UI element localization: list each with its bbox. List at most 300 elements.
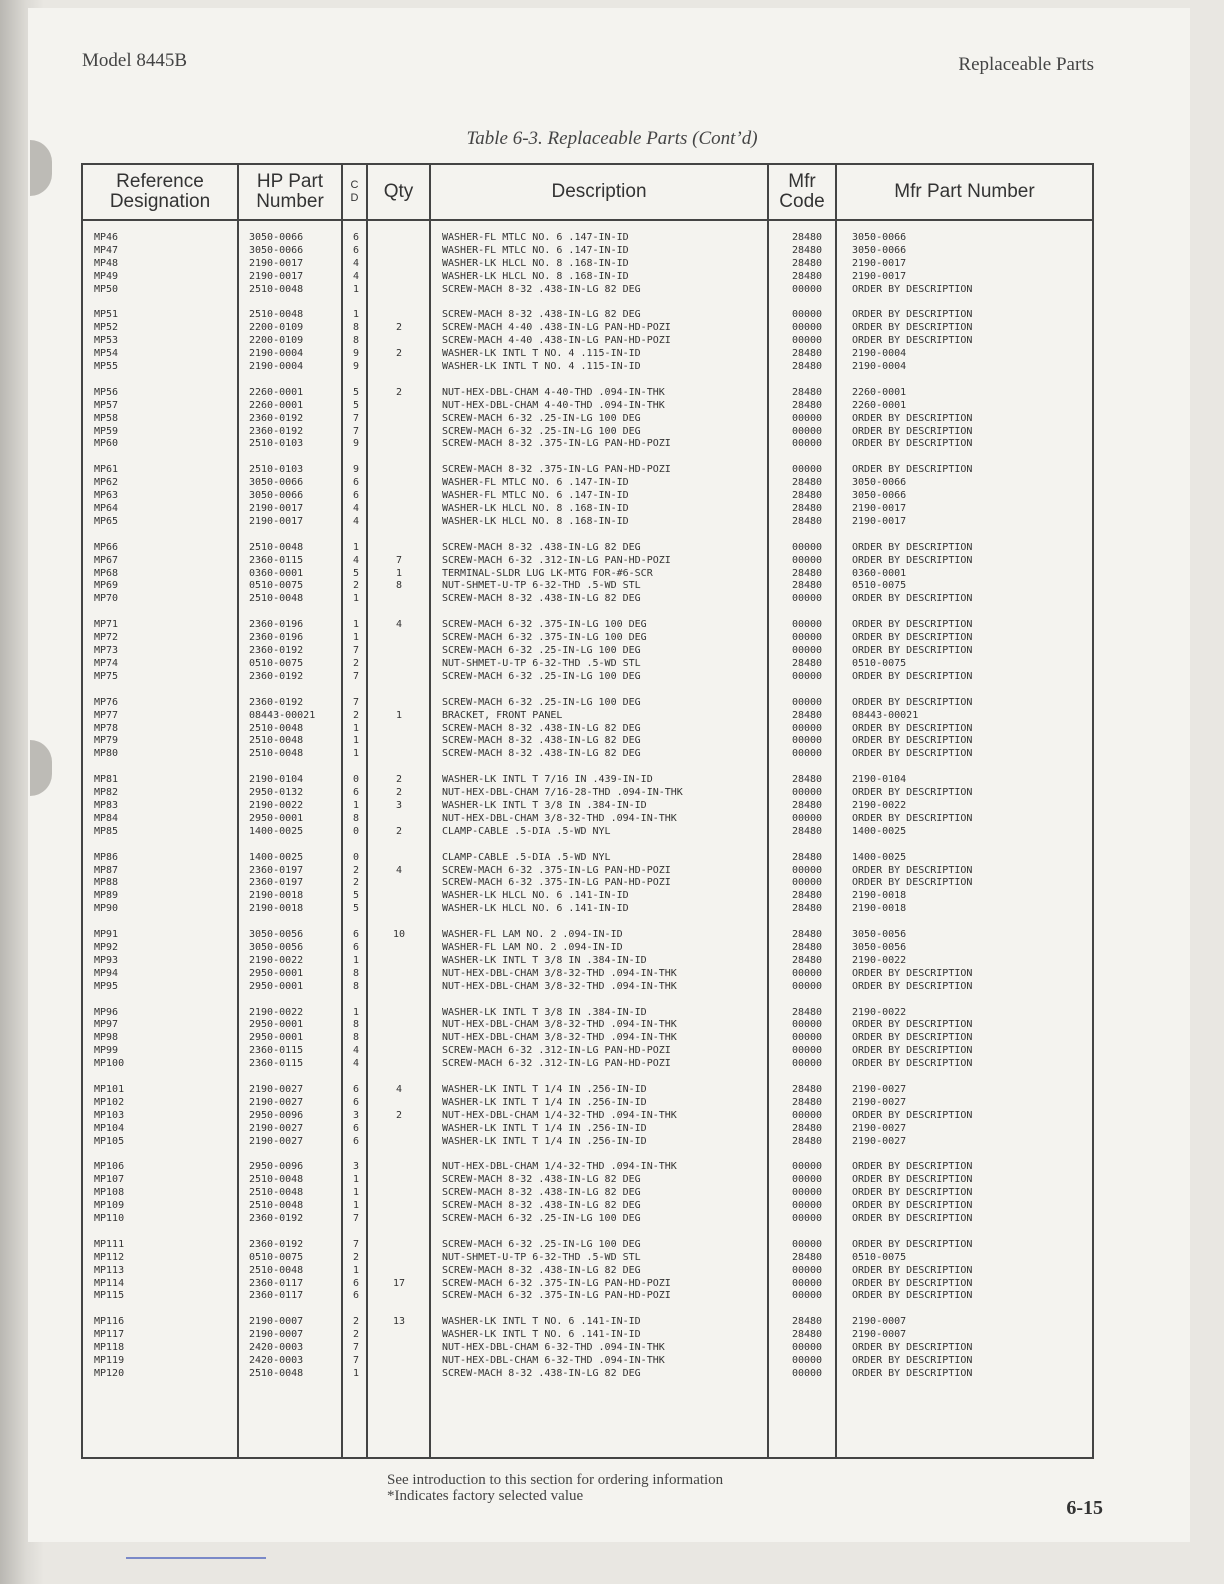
description: CLAMP-CABLE .5-DIA .5-WD NYL <box>442 851 611 863</box>
hp-part-number: 2190-0022 <box>249 799 304 811</box>
mfr-code: 00000 <box>791 967 823 979</box>
description: SCREW-MACH 6-32 .375-IN-LG 100 DEG <box>442 632 647 644</box>
hp-part-number: 2360-0197 <box>249 877 304 889</box>
reference-designation: MP108 <box>94 1187 125 1199</box>
hp-part-number: 2360-0192 <box>249 425 304 437</box>
reference-designation: MP46 <box>94 232 119 243</box>
hp-part-number: 2510-0048 <box>249 1264 304 1276</box>
mfr-code: 00000 <box>791 1187 823 1199</box>
mfr-part-number: 2190-0007 <box>852 1316 907 1328</box>
reference-designation: MP59 <box>94 425 119 437</box>
description: WASHER-LK HLCL NO. 6 .141-IN-ID <box>442 890 629 902</box>
cd-digit: 8 <box>352 967 360 979</box>
mfr-code: 00000 <box>791 748 823 760</box>
description: SCREW-MACH 8-32 .438-IN-LG 82 DEG <box>442 1367 641 1379</box>
cd-digit: 1 <box>352 309 360 321</box>
mfr-part-number: 2190-0017 <box>852 503 907 515</box>
table-row <box>83 1277 1092 1290</box>
cd-digit: 4 <box>352 515 360 527</box>
description: SCREW-MACH 8-32 .438-IN-LG 82 DEG <box>442 541 641 553</box>
cd-digit: 6 <box>352 232 360 243</box>
reference-designation: MP90 <box>94 903 119 915</box>
mfr-part-number: ORDER BY DESCRIPTION <box>852 1019 973 1031</box>
column-header-description: Description <box>551 181 647 202</box>
cd-digit: 6 <box>352 1277 360 1289</box>
cd-digit: 9 <box>352 348 360 360</box>
mfr-code: 28480 <box>791 1329 823 1341</box>
mfr-part-number: 0510-0075 <box>852 657 907 669</box>
mfr-code: 28480 <box>791 361 823 373</box>
reference-designation: MP94 <box>94 967 119 979</box>
cd-digit: 1 <box>352 1200 360 1212</box>
reference-designation: MP49 <box>94 270 119 282</box>
mfr-code: 00000 <box>791 980 823 992</box>
cd-digit: 1 <box>352 722 360 734</box>
table-row <box>83 1173 1092 1186</box>
description: WASHER-FL MTLC NO. 6 .147-IN-ID <box>442 477 629 489</box>
table-row <box>83 592 1092 605</box>
mfr-part-number: 1400-0025 <box>852 851 907 863</box>
reference-designation: MP107 <box>94 1174 125 1186</box>
cd-digit: 4 <box>352 1058 360 1070</box>
hp-part-number: 2950-0001 <box>249 1019 304 1031</box>
cd-digit: 6 <box>352 1083 360 1095</box>
mfr-part-number: ORDER BY DESCRIPTION <box>852 335 973 347</box>
hp-part-number: 2510-0048 <box>249 593 304 605</box>
cd-digit: 9 <box>352 464 360 476</box>
reference-designation: MP112 <box>94 1251 125 1263</box>
table-row <box>83 812 1092 825</box>
mfr-part-number: ORDER BY DESCRIPTION <box>852 864 973 876</box>
mfr-part-number: ORDER BY DESCRIPTION <box>852 632 973 644</box>
hp-part-number: 2510-0048 <box>249 748 304 760</box>
description: NUT-HEX-DBL-CHAM 3/8-32-THD .094-IN-THK <box>442 1019 677 1031</box>
reference-designation: MP110 <box>94 1213 125 1224</box>
hp-part-number: 3050-0066 <box>249 244 304 256</box>
description: SCREW-MACH 6-32 .375-IN-LG PAN-HD-POZI <box>442 864 671 876</box>
mfr-part-number: 3050-0066 <box>852 244 907 256</box>
quantity: 1 <box>395 567 403 579</box>
reference-designation: MP76 <box>94 696 119 708</box>
mfr-code: 00000 <box>791 877 823 889</box>
reference-designation: MP91 <box>94 929 119 941</box>
table-row <box>83 747 1092 760</box>
table-row <box>83 489 1092 502</box>
reference-designation: MP80 <box>94 748 119 760</box>
description: SCREW-MACH 6-32 .312-IN-LG PAN-HD-POZI <box>442 554 671 566</box>
reference-designation: MP120 <box>94 1367 125 1379</box>
cd-digit: 2 <box>352 864 360 876</box>
cd-digit: 8 <box>352 322 360 334</box>
header-divider <box>83 219 1092 221</box>
mfr-code: 28480 <box>791 851 823 863</box>
mfr-code: 00000 <box>791 593 823 605</box>
footnote-ordering: See introduction to this section for ordering information <box>387 1472 724 1488</box>
table-row <box>83 1199 1092 1212</box>
table-row <box>83 864 1092 877</box>
table-row <box>83 1109 1092 1122</box>
hp-part-number: 3050-0066 <box>249 477 304 489</box>
table-row <box>83 244 1092 257</box>
description: SCREW-MACH 8-32 .438-IN-LG 82 DEG <box>442 735 641 747</box>
mfr-code: 00000 <box>791 722 823 734</box>
mfr-code: 28480 <box>791 774 823 786</box>
mfr-part-number: ORDER BY DESCRIPTION <box>852 1058 973 1070</box>
reference-designation: MP67 <box>94 554 119 566</box>
mfr-part-number: ORDER BY DESCRIPTION <box>852 1290 973 1302</box>
reference-designation: MP89 <box>94 890 119 902</box>
description: NUT-HEX-DBL-CHAM 4-40-THD .094-IN-THK <box>442 386 665 398</box>
cd-digit: 8 <box>352 980 360 992</box>
mfr-code: 28480 <box>791 490 823 502</box>
footnote-factory-selected: *Indicates factory selected value <box>387 1488 584 1504</box>
reference-designation: MP69 <box>94 580 119 592</box>
hp-part-number: 2360-0117 <box>249 1290 304 1302</box>
reference-designation: MP114 <box>94 1277 125 1289</box>
hp-part-number: 2360-0192 <box>249 1238 304 1250</box>
hp-part-number: 2510-0048 <box>249 1174 304 1186</box>
table-row <box>83 515 1092 528</box>
description: NUT-HEX-DBL-CHAM 6-32-THD .094-IN-THK <box>442 1355 665 1367</box>
table-row <box>83 954 1092 967</box>
mfr-code: 00000 <box>791 309 823 321</box>
quantity: 2 <box>395 386 403 398</box>
mfr-code: 00000 <box>791 1174 823 1186</box>
description: NUT-SHMET-U-TP 6-32-THD .5-WD STL <box>442 657 641 669</box>
mfr-part-number: ORDER BY DESCRIPTION <box>852 1277 973 1289</box>
table-row <box>83 1186 1092 1199</box>
cd-digit: 8 <box>352 1032 360 1044</box>
description: SCREW-MACH 8-32 .438-IN-LG 82 DEG <box>442 1200 641 1212</box>
mfr-code: 28480 <box>791 1122 823 1134</box>
description: WASHER-LK HLCL NO. 8 .168-IN-ID <box>442 515 629 527</box>
mfr-part-number: 2190-0004 <box>852 361 907 373</box>
table-row <box>83 463 1092 476</box>
mfr-part-number: ORDER BY DESCRIPTION <box>852 1109 973 1121</box>
description: NUT-HEX-DBL-CHAM 7/16-28-THD .094-IN-THK <box>442 787 683 799</box>
cd-digit: 2 <box>352 657 360 669</box>
table-row <box>83 567 1092 580</box>
quantity: 8 <box>395 580 403 592</box>
table-body <box>83 231 1092 1380</box>
cd-digit: 1 <box>352 799 360 811</box>
hp-part-number: 2510-0048 <box>249 541 304 553</box>
mfr-part-number: ORDER BY DESCRIPTION <box>852 541 973 553</box>
mfr-part-number: ORDER BY DESCRIPTION <box>852 1032 973 1044</box>
hp-part-number: 2360-0115 <box>249 554 304 566</box>
reference-designation: MP117 <box>94 1329 125 1341</box>
reference-designation: MP81 <box>94 774 119 786</box>
table-row <box>83 670 1092 683</box>
table-row <box>83 1341 1092 1354</box>
cd-digit: 6 <box>352 1290 360 1302</box>
description: TERMINAL-SLDR LUG LK-MTG FOR-#6-SCR <box>442 567 653 579</box>
reference-designation: MP86 <box>94 851 119 863</box>
mfr-part-number: 2190-0018 <box>852 903 907 915</box>
hp-part-number: 2190-0007 <box>249 1316 304 1328</box>
mfr-code: 00000 <box>791 1109 823 1121</box>
hp-part-number: 2190-0017 <box>249 515 304 527</box>
mfr-code: 00000 <box>791 696 823 708</box>
page-number: 6-15 <box>1066 1497 1103 1519</box>
table-row <box>83 1315 1092 1328</box>
description: WASHER-LK INTL T 1/4 IN .256-IN-ID <box>442 1083 647 1095</box>
description: NUT-SHMET-U-TP 6-32-THD .5-WD STL <box>442 580 641 592</box>
table-row <box>83 502 1092 515</box>
mfr-code: 00000 <box>791 735 823 747</box>
description: SCREW-MACH 6-32 .25-IN-LG 100 DEG <box>442 1238 641 1250</box>
description: WASHER-LK INTL T NO. 6 .141-IN-ID <box>442 1316 641 1328</box>
cd-digit: 0 <box>352 825 360 837</box>
description: SCREW-MACH 8-32 .438-IN-LG 82 DEG <box>442 1264 641 1276</box>
mfr-part-number: 2190-0022 <box>852 954 907 966</box>
description: SCREW-MACH 8-32 .438-IN-LG 82 DEG <box>442 309 641 321</box>
mfr-part-number: 2190-0104 <box>852 774 907 786</box>
hp-part-number: 2510-0048 <box>249 722 304 734</box>
mfr-part-number: 3050-0056 <box>852 941 907 953</box>
description: WASHER-LK INTL T 1/4 IN .256-IN-ID <box>442 1135 647 1147</box>
mfr-part-number: ORDER BY DESCRIPTION <box>852 1342 973 1354</box>
description: SCREW-MACH 8-32 .438-IN-LG 82 DEG <box>442 1174 641 1186</box>
description: WASHER-FL MTLC NO. 6 .147-IN-ID <box>442 490 629 502</box>
quantity: 2 <box>395 774 403 786</box>
mfr-part-number: ORDER BY DESCRIPTION <box>852 593 973 605</box>
table-row <box>83 1251 1092 1264</box>
reference-designation: MP83 <box>94 799 119 811</box>
mfr-code: 28480 <box>791 503 823 515</box>
mfr-code: 00000 <box>791 812 823 824</box>
mfr-part-number: 2190-0027 <box>852 1096 907 1108</box>
description: WASHER-LK INTL T 3/8 IN .384-IN-ID <box>442 1006 647 1018</box>
table-row <box>83 1238 1092 1251</box>
hp-part-number: 3050-0066 <box>249 490 304 502</box>
cd-digit: 7 <box>352 1213 360 1224</box>
table-row <box>83 437 1092 450</box>
mfr-code: 00000 <box>791 1032 823 1044</box>
cd-digit: 8 <box>352 812 360 824</box>
mfr-code: 28480 <box>791 709 823 721</box>
cd-digit: 7 <box>352 1238 360 1250</box>
reference-designation: MP62 <box>94 477 119 489</box>
hp-part-number: 2360-0115 <box>249 1058 304 1070</box>
hp-part-number: 2360-0196 <box>249 632 304 644</box>
cd-digit: 1 <box>352 541 360 553</box>
table-row <box>83 231 1092 244</box>
quantity: 4 <box>395 619 403 631</box>
mfr-code: 00000 <box>791 425 823 437</box>
table-row <box>83 734 1092 747</box>
hp-part-number: 2360-0192 <box>249 412 304 424</box>
table-row <box>83 1160 1092 1173</box>
mfr-part-number: ORDER BY DESCRIPTION <box>852 283 973 295</box>
table-row <box>83 1031 1092 1044</box>
table-row <box>83 889 1092 902</box>
cd-digit: 7 <box>352 696 360 708</box>
hp-part-number: 0360-0001 <box>249 567 304 579</box>
header-model: Model 8445B <box>82 50 188 71</box>
cd-digit: 7 <box>352 645 360 657</box>
cd-digit: 6 <box>352 929 360 941</box>
table-row <box>83 1083 1092 1096</box>
mfr-part-number: 3050-0066 <box>852 232 907 243</box>
reference-designation: MP61 <box>94 464 119 476</box>
description: SCREW-MACH 6-32 .312-IN-LG PAN-HD-POZI <box>442 1058 671 1070</box>
mfr-code: 28480 <box>791 477 823 489</box>
column-header-reference: Reference Designation <box>109 171 211 212</box>
cd-digit: 6 <box>352 941 360 953</box>
reference-designation: MP77 <box>94 709 119 721</box>
reference-designation: MP105 <box>94 1135 125 1147</box>
reference-designation: MP74 <box>94 657 119 669</box>
mfr-code: 00000 <box>791 619 823 631</box>
mfr-part-number: ORDER BY DESCRIPTION <box>852 322 973 334</box>
mfr-part-number: 2190-0027 <box>852 1122 907 1134</box>
table-caption: Table 6-3. Replaceable Parts (Cont’d) <box>466 128 758 149</box>
mfr-code: 28480 <box>791 1083 823 1095</box>
cd-digit: 1 <box>352 735 360 747</box>
table-row <box>83 1057 1092 1070</box>
reference-designation: MP73 <box>94 645 119 657</box>
reference-designation: MP111 <box>94 1238 125 1250</box>
cd-digit: 6 <box>352 787 360 799</box>
hp-part-number: 2360-0115 <box>249 1045 304 1057</box>
description: BRACKET, FRONT PANEL <box>442 709 563 721</box>
hp-part-number: 2360-0197 <box>249 864 304 876</box>
quantity: 3 <box>395 799 403 811</box>
reference-designation: MP66 <box>94 541 119 553</box>
cd-digit: 0 <box>352 774 360 786</box>
mfr-part-number: 3050-0066 <box>852 477 907 489</box>
mfr-code: 28480 <box>791 1135 823 1147</box>
cd-digit: 1 <box>352 632 360 644</box>
mfr-code: 00000 <box>791 1161 823 1173</box>
header-section: Replaceable Parts <box>958 54 1094 75</box>
description: SCREW-MACH 8-32 .375-IN-LG PAN-HD-POZI <box>442 464 671 476</box>
description: SCREW-MACH 8-32 .438-IN-LG 82 DEG <box>442 593 641 605</box>
table-row <box>83 980 1092 993</box>
mfr-part-number: ORDER BY DESCRIPTION <box>852 787 973 799</box>
reference-designation: MP51 <box>94 309 119 321</box>
cd-digit: 9 <box>352 361 360 373</box>
cd-digit: 1 <box>352 1187 360 1199</box>
hp-part-number: 2190-0027 <box>249 1096 304 1108</box>
table-row <box>83 1367 1092 1380</box>
reference-designation: MP106 <box>94 1161 125 1173</box>
cd-digit: 2 <box>352 1329 360 1341</box>
reference-designation: MP84 <box>94 812 119 824</box>
mfr-part-number: 2190-0007 <box>852 1329 907 1341</box>
mfr-code: 28480 <box>791 1096 823 1108</box>
mfr-part-number: 0360-0001 <box>852 567 907 579</box>
cd-digit: 0 <box>352 851 360 863</box>
reference-designation: MP87 <box>94 864 119 876</box>
description: SCREW-MACH 6-32 .25-IN-LG 100 DEG <box>442 670 641 682</box>
reference-designation: MP101 <box>94 1083 125 1095</box>
mfr-part-number: ORDER BY DESCRIPTION <box>852 748 973 760</box>
description: WASHER-LK HLCL NO. 8 .168-IN-ID <box>442 503 629 515</box>
quantity: 2 <box>395 322 403 334</box>
column-header-mfr-code: Mfr Code <box>779 171 825 212</box>
table-row <box>83 631 1092 644</box>
description: NUT-SHMET-U-TP 6-32-THD .5-WD STL <box>442 1251 641 1263</box>
description: SCREW-MACH 6-32 .375-IN-LG PAN-HD-POZI <box>442 1277 671 1289</box>
cd-digit: 5 <box>352 903 360 915</box>
description: NUT-HEX-DBL-CHAM 6-32-THD .094-IN-THK <box>442 1342 665 1354</box>
reference-designation: MP50 <box>94 283 119 295</box>
table-row <box>83 722 1092 735</box>
mfr-part-number: ORDER BY DESCRIPTION <box>852 412 973 424</box>
reference-designation: MP102 <box>94 1096 125 1108</box>
mfr-part-number: ORDER BY DESCRIPTION <box>852 619 973 631</box>
description: SCREW-MACH 8-32 .438-IN-LG 82 DEG <box>442 1187 641 1199</box>
table-row <box>83 773 1092 786</box>
reference-designation: MP118 <box>94 1342 125 1354</box>
cd-digit: 6 <box>352 244 360 256</box>
cd-digit: 7 <box>352 412 360 424</box>
table-row <box>83 283 1092 296</box>
mfr-code: 00000 <box>791 554 823 566</box>
hp-part-number: 2190-0027 <box>249 1135 304 1147</box>
mfr-part-number: ORDER BY DESCRIPTION <box>852 1161 973 1173</box>
mfr-part-number: ORDER BY DESCRIPTION <box>852 1187 973 1199</box>
table-row <box>83 876 1092 889</box>
description: WASHER-FL MTLC NO. 6 .147-IN-ID <box>442 244 629 256</box>
quantity: 2 <box>395 787 403 799</box>
mfr-code: 00000 <box>791 645 823 657</box>
reference-designation: MP58 <box>94 412 119 424</box>
description: SCREW-MACH 8-32 .438-IN-LG 82 DEG <box>442 722 641 734</box>
description: NUT-HEX-DBL-CHAM 1/4-32-THD .094-IN-THK <box>442 1109 677 1121</box>
hp-part-number: 2360-0192 <box>249 696 304 708</box>
mfr-part-number: ORDER BY DESCRIPTION <box>852 554 973 566</box>
reference-designation: MP52 <box>94 322 119 334</box>
table-row <box>83 786 1092 799</box>
reference-designation: MP88 <box>94 877 119 889</box>
cd-digit: 1 <box>352 619 360 631</box>
description: SCREW-MACH 4-40 .438-IN-LG PAN-HD-POZI <box>442 322 671 334</box>
reference-designation: MP113 <box>94 1264 125 1276</box>
mfr-code: 28480 <box>791 244 823 256</box>
mfr-part-number: 2260-0001 <box>852 386 907 398</box>
mfr-code: 00000 <box>791 1355 823 1367</box>
mfr-code: 00000 <box>791 1290 823 1302</box>
table-row <box>83 270 1092 283</box>
reference-designation: MP96 <box>94 1006 119 1018</box>
description: SCREW-MACH 6-32 .25-IN-LG 100 DEG <box>442 1213 641 1224</box>
table-row <box>83 1135 1092 1148</box>
table-row <box>83 902 1092 915</box>
table-row <box>83 541 1092 554</box>
cd-digit: 2 <box>352 580 360 592</box>
hp-part-number: 2420-0003 <box>249 1342 304 1354</box>
description: SCREW-MACH 8-32 .438-IN-LG 82 DEG <box>442 283 641 295</box>
description: NUT-HEX-DBL-CHAM 1/4-32-THD .094-IN-THK <box>442 1161 677 1173</box>
mfr-part-number: 2260-0001 <box>852 399 907 411</box>
table-row <box>83 1018 1092 1031</box>
description: WASHER-FL LAM NO. 2 .094-IN-ID <box>442 941 623 953</box>
hp-part-number: 2950-0001 <box>249 812 304 824</box>
description: SCREW-MACH 6-32 .25-IN-LG 100 DEG <box>442 696 641 708</box>
reference-designation: MP65 <box>94 515 119 527</box>
hp-part-number: 1400-0025 <box>249 825 304 837</box>
mfr-part-number: ORDER BY DESCRIPTION <box>852 438 973 450</box>
mfr-code: 28480 <box>791 903 823 915</box>
cd-digit: 6 <box>352 490 360 502</box>
table-row <box>83 1264 1092 1277</box>
mfr-code: 00000 <box>791 1342 823 1354</box>
table-row <box>83 696 1092 709</box>
description: SCREW-MACH 6-32 .25-IN-LG 100 DEG <box>442 645 641 657</box>
